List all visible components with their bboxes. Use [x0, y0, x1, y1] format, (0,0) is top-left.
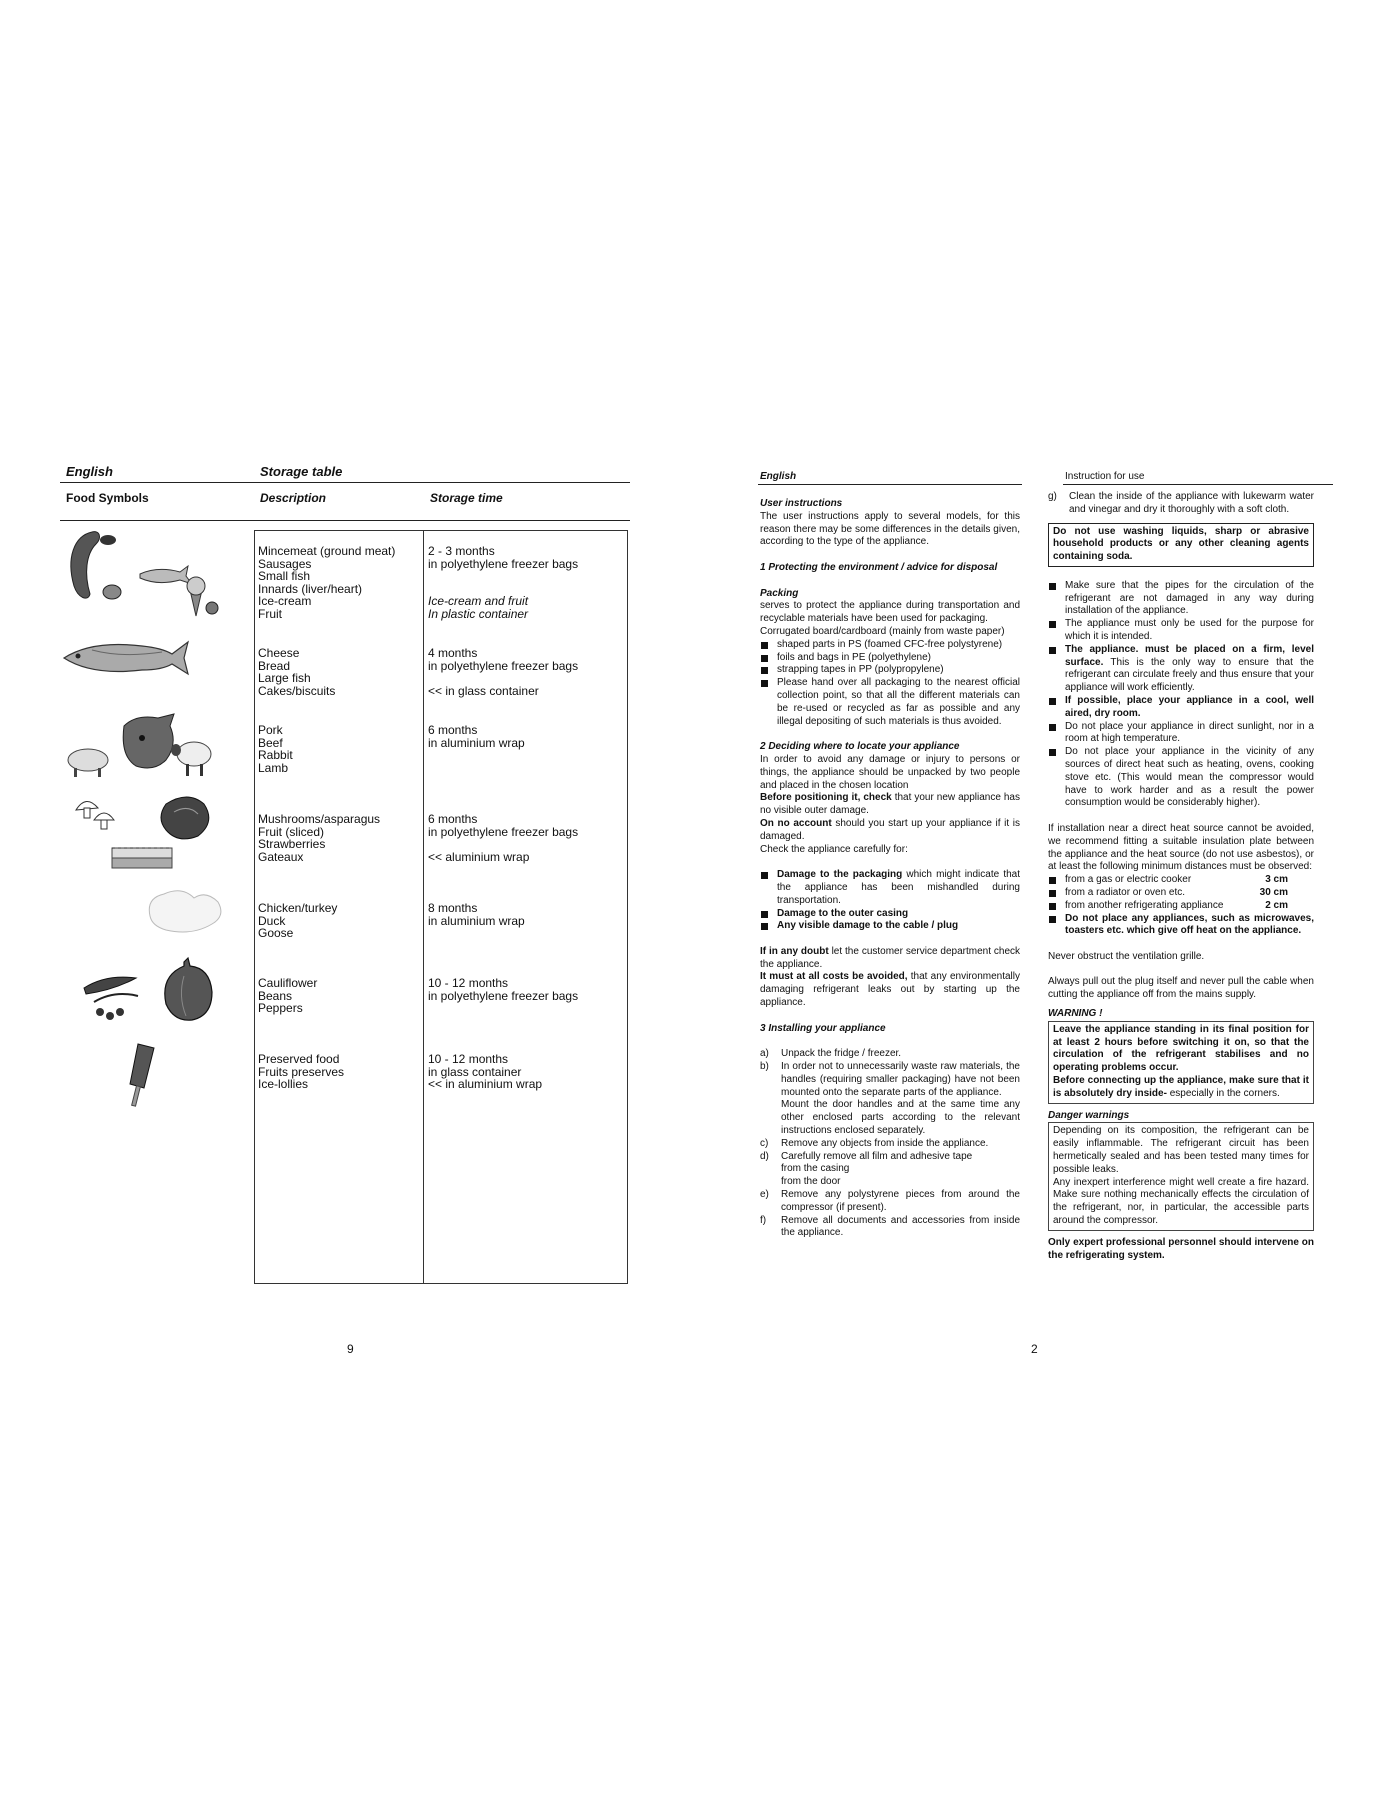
placement-list [1048, 580, 1314, 810]
list-item: d) Carefully remove all film and adhesive tape [760, 1150, 973, 1162]
table-divider [423, 531, 424, 1283]
table-row-3-storage: 6 months in aluminium wrap [428, 723, 525, 750]
col-food-symbols: Food Symbols [66, 491, 149, 505]
list-item: The appliance. must be placed on a firm, level surface. This is the only way to ensure that the refrigerant can circulate freely and thus ensure that your appliance will work efficiently. [1048, 644, 1314, 695]
packing-title: Packing [760, 587, 799, 599]
right-header-rule-2 [1063, 484, 1333, 485]
section-3-title: 3 Installing your appliance [760, 1022, 886, 1034]
avoid-text: It must at all costs be avoided, that any environmentally damaging refrigerant leaks out by starting up the appliance. [760, 971, 1020, 1009]
food-row-5-icons [136, 880, 232, 942]
large-fish-icon [64, 642, 188, 674]
no-account-text: On no account should you start up your appliance if it is damaged. [760, 817, 1021, 842]
table-row-2-description: Cheese Bread Large fish Cakes/biscuits [258, 646, 336, 698]
column-header-rule [60, 520, 630, 521]
user-instructions-text: The user instructions apply to several models, for this reason there may be some differences in the details given, according to the type of the appliance. [760, 510, 1020, 548]
list-item: Do not place any appliances, such as microwaves, toasters etc. which give off heat on the appliance. [1048, 913, 1314, 939]
section-2-title: 2 Deciding where to locate your appliance [760, 741, 960, 753]
table-row-6-description: Cauliflower Beans Peppers [258, 976, 318, 1016]
food-row-7-icons [118, 1040, 168, 1110]
small-fish-icon [140, 566, 192, 584]
list-item: from the casing [781, 1163, 850, 1175]
user-instructions-title: User instructions [760, 498, 843, 509]
ice-cream-icon [187, 577, 218, 616]
damage-list [760, 869, 1020, 933]
expert-personnel-text: Only expert professional personnel should intervene on the refrigerating system. [1048, 1236, 1314, 1261]
packing-text: serves to protect the appliance during transportation and recyclable materials have been used for packaging. [760, 600, 1020, 625]
list-item: The appliance must only be used for the purpose for which it is intended. [1048, 618, 1314, 644]
food-row-3-icons [66, 710, 216, 782]
install-steps-continued [1048, 491, 1314, 517]
list-item: from another refrigerating appliance 2 cm [1048, 900, 1314, 913]
list-item: If possible, place your appliance in a cool, well aired, dry room. [1048, 695, 1314, 721]
install-steps [760, 1048, 1020, 1240]
list-item: Damage to the outer casing [760, 908, 1020, 921]
table-row-4-description: Mushrooms/asparagus Fruit (sliced) Strawberries Gateaux [258, 812, 381, 864]
food-row-1-icons [62, 528, 226, 620]
list-item: Do not place your appliance in the vicinity of any sources of direct heat such as heating, ovens, cooking stove etc. (This would mean the compressor would have to work harder and as a result the power consumption would be considerably higher). [1048, 746, 1314, 810]
corrugated-text: Corrugated board/cardboard (mainly from waste paper) [760, 625, 1005, 637]
danger-box: Depending on its composition, the refrigerant can be easily inflammable. The refrigerant circuit has been hermetically sealed and has been tested many times for possible leaks. Any inexpert interference might well create a fire hazard. Make sure nothing mechanically effects the circulation of the refrigerant, nor, in particular, the accessible parts around the compressor. [1048, 1122, 1314, 1230]
list-item: from a gas or electric cooker 3 cm [1048, 874, 1314, 887]
left-page-number: 9 [347, 1342, 354, 1356]
list-item: Damage to the packaging which might indicate that the appliance has been mishandled during transportation. [760, 869, 1020, 907]
list-item: foils and bags in PE (polyethylene) [760, 652, 1020, 665]
packing-list [760, 639, 1020, 729]
table-row-1-storage: 2 - 3 months in polyethylene freezer bags Ice-cream and fruit In plastic container [428, 544, 579, 621]
doubt-text: If in any doubt let the customer service department check the appliance. [760, 945, 1020, 970]
list-item: Do not place your appliance in direct sunlight, nor in a room at high temperature. [1048, 721, 1314, 747]
table-row-1-description: Mincemeat (ground meat) Sausages Small fish Innards (liver/heart) Ice-cream Fruit [258, 544, 396, 621]
list-item: e) Remove any polystyrene pieces from around the compressor (if present). [760, 1189, 1020, 1213]
section-1-title: 1 Protecting the environment / advice for disposal [760, 561, 998, 573]
list-item: from a radiator or oven etc. 30 cm [1048, 887, 1314, 900]
list-item: strapping tapes in PP (polypropylene) [760, 664, 1020, 677]
list-item: a) Unpack the fridge / freezer. [760, 1048, 902, 1060]
plug-text: Always pull out the plug itself and never pull the cable when cutting the appliance off from the mains supply. [1048, 976, 1314, 1001]
ice-lolly-icon [130, 1044, 154, 1106]
storage-table-title: Storage table [260, 464, 343, 479]
warning-title: WARNING ! [1048, 1008, 1103, 1020]
col-storage-time: Storage time [430, 491, 503, 505]
list-item: Please hand over all packaging to the nearest official collection point, so that all the different materials can be re-used or recycled as far as possible and any illegal depositing of such materials is thus avoided. [760, 677, 1020, 728]
food-row-4-icons [70, 790, 220, 874]
mushroom-icon [76, 801, 114, 829]
col-description: Description [260, 491, 327, 505]
cleaning-warning-box: Do not use washing liquids, sharp or abrasive household products or any other cleaning agents containing soda. [1048, 523, 1314, 567]
list-item: shaped parts in PS (foamed CFC-free polystyrene) [760, 639, 1020, 652]
right-page-number: 2 [1031, 1342, 1038, 1356]
left-header-language: English [66, 464, 113, 479]
check-text: Check the appliance carefully for: [760, 843, 908, 855]
list-item: Any visible damage to the cable / plug [760, 920, 1020, 933]
before-positioning-text: Before positioning it, check that your new appliance has no visible outer damage. [760, 792, 1020, 817]
right-header-rule-1 [758, 484, 1022, 485]
danger-warnings-title: Danger warnings [1048, 1109, 1130, 1121]
table-row-5-storage: 8 months in aluminium wrap [428, 901, 525, 928]
section-2-text: In order to avoid any damage or injury to persons or things, the appliance should be unpacked by two people and placed in the chosen location [760, 753, 1020, 791]
table-row-2-storage: 4 months in polyethylene freezer bags << in glass container [428, 646, 579, 698]
list-item: Make sure that the pipes for the circulation of the refrigerant are not damaged in any way during installation of the appliance. [1048, 580, 1314, 618]
instructions-column-2 [1048, 491, 1314, 1262]
table-row-5-description: Chicken/turkey Duck Goose [258, 901, 338, 941]
sheep-icon [171, 742, 211, 776]
list-item: c) Remove any objects from inside the appliance. [760, 1137, 989, 1149]
list-item: f) Remove all documents and accessories from inside the appliance. [760, 1214, 1020, 1239]
table-row-7-storage: 10 - 12 months in glass container << in aluminium wrap [428, 1052, 543, 1092]
sausage-icon [71, 532, 121, 599]
heat-source-text: If installation near a direct heat source cannot be avoided, we recommend fitting a suitable insulation plate between the appliance and the heat source (do not use asbestos), or at least the following minimum distances must be observed: [1048, 822, 1314, 873]
beans-icon [84, 977, 138, 1020]
table-row-7-description: Preserved food Fruits preserves Ice-lollies [258, 1052, 345, 1092]
cow-icon [123, 714, 174, 768]
table-row-6-storage: 10 - 12 months in polyethylene freezer bags [428, 976, 579, 1003]
food-row-6-icons [80, 956, 216, 1026]
pig-icon [68, 749, 108, 777]
right-header-instructions: Instruction for use [1065, 471, 1145, 482]
table-row-4-storage: 6 months in polyethylene freezer bags << aluminium wrap [428, 812, 579, 864]
pepper-icon [165, 958, 212, 1020]
list-item: g) Clean the inside of the appliance with lukewarm water and vinegar and dry it thoroughly with a soft cloth. [1048, 491, 1314, 515]
instructions-column-1 [760, 498, 1020, 1240]
right-header-language: English [760, 471, 797, 482]
distance-list [1048, 874, 1314, 938]
list-item: b) In order not to unnecessarily waste raw materials, the handles (requiring smaller packaging) have not been mounted onto the separate parts of the appliance. [760, 1061, 1020, 1098]
table-row-3-description: Pork Beef Rabbit Lamb [258, 723, 293, 775]
list-item: Mount the door handles and at the same time any other enclosed parts according to the relevant instructions enclosed separately. [781, 1099, 1020, 1137]
ventilation-text: Never obstruct the ventilation grille. [1048, 950, 1205, 962]
poultry-icon [149, 891, 221, 932]
warning-box: Leave the appliance standing in its final position for at least 2 hours before switching it on, so that the circulation of the refrigerant stabilises and no operating problems occur. Before connecting up the appliance, make sure that it is absolutely dry inside- especially in the corners. [1048, 1021, 1314, 1104]
food-row-2-icons [62, 636, 192, 678]
left-header-rule [60, 482, 630, 483]
cabbage-icon [161, 797, 209, 839]
cake-icon [112, 848, 172, 868]
list-item: from the door [781, 1176, 841, 1188]
